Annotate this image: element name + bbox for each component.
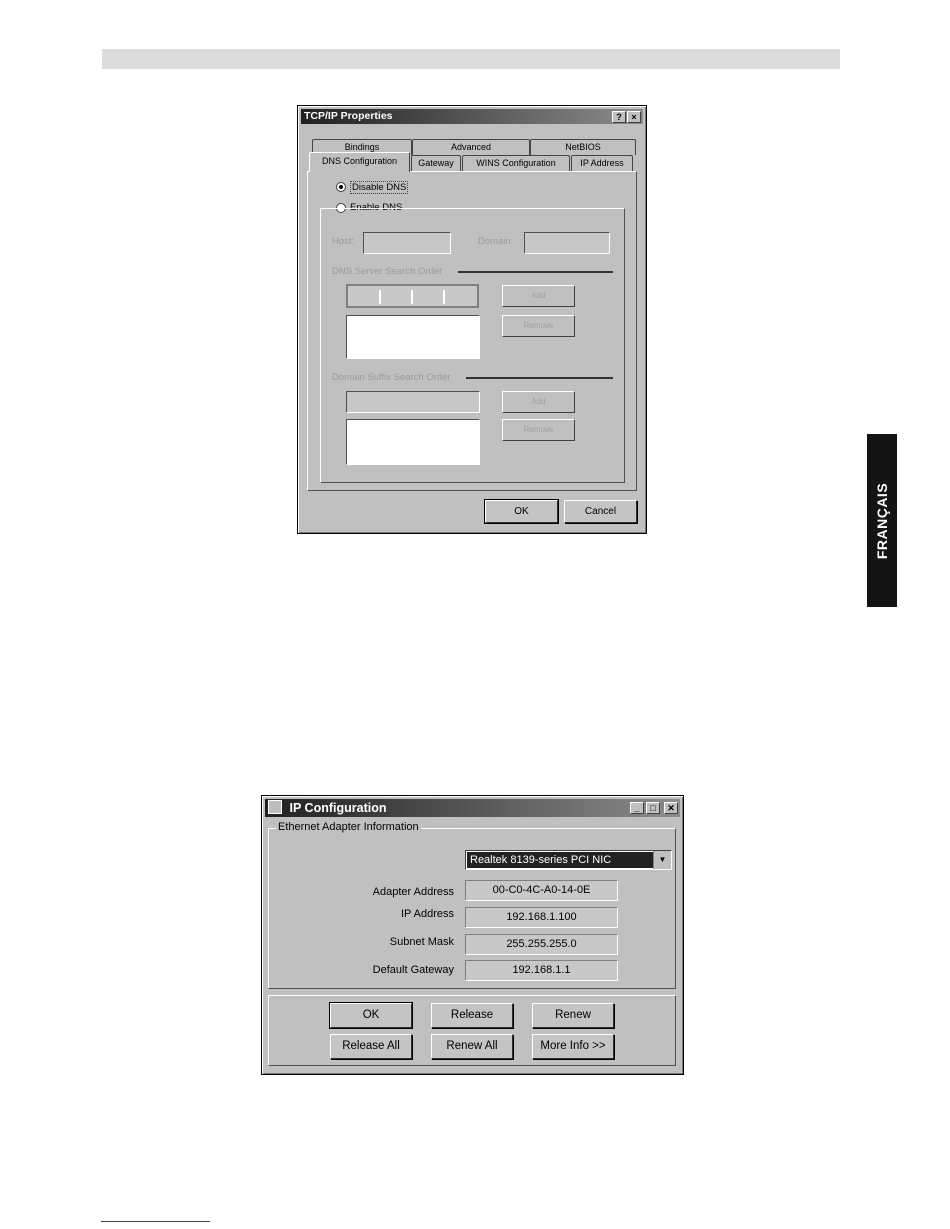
close-icon: ✕ <box>667 803 675 813</box>
default-gateway-value: 192.168.1.1 <box>465 960 618 981</box>
tab-label: Gateway <box>418 158 454 168</box>
minimize-icon: _ <box>634 803 640 813</box>
host-label: Host: <box>332 236 355 247</box>
dns-remove-button[interactable] <box>502 315 575 337</box>
suffix-search-divider <box>466 377 613 379</box>
adapter-select[interactable] <box>465 850 672 870</box>
tab-ip-address[interactable] <box>571 155 633 171</box>
release-label: Release <box>450 1009 494 1021</box>
renew-all-button[interactable] <box>431 1034 513 1059</box>
help-icon: ? <box>616 112 622 122</box>
renew-all-label: Renew All <box>446 1040 498 1052</box>
dns-server-list[interactable] <box>346 315 480 359</box>
footer-rule <box>101 1221 210 1222</box>
domain-label: Domain: <box>478 236 514 247</box>
tab-label: IP Address <box>580 158 624 168</box>
ipconfig-title-bar <box>265 799 680 817</box>
suffix-list[interactable] <box>346 419 480 465</box>
ip-configuration-window <box>261 795 684 1075</box>
more-info-label: More Info >> <box>540 1040 606 1052</box>
header-bar <box>102 49 840 69</box>
close-icon: × <box>631 112 637 122</box>
dns-add-label: Add <box>531 291 546 300</box>
ok-label: OK <box>514 506 529 517</box>
tab-label: NetBIOS <box>565 142 601 152</box>
suffix-remove-button[interactable] <box>502 419 575 441</box>
minimize-button[interactable] <box>630 802 644 814</box>
close-button[interactable] <box>627 111 641 123</box>
tcpip-properties-window <box>297 105 647 534</box>
ip-dot <box>379 290 381 304</box>
suffix-add-button[interactable] <box>502 391 575 413</box>
renew-button[interactable] <box>532 1003 614 1028</box>
subnet-mask-value: 255.255.255.0 <box>465 934 618 955</box>
ipconfig-ok-button[interactable] <box>330 1003 412 1028</box>
tab-label: WINS Configuration <box>476 158 556 168</box>
tab-netbios[interactable] <box>530 139 636 155</box>
dns-remove-label: Remove <box>523 321 554 330</box>
maximize-button[interactable] <box>646 802 660 814</box>
default-gateway-label: Default Gateway <box>372 964 454 976</box>
more-info-button[interactable] <box>532 1034 614 1059</box>
release-all-button[interactable] <box>330 1034 412 1059</box>
cancel-label: Cancel <box>584 506 617 517</box>
maximize-icon: □ <box>650 803 656 813</box>
network-icon <box>268 800 282 814</box>
domain-input[interactable] <box>524 232 610 254</box>
tab-label: Advanced <box>450 142 492 152</box>
release-button[interactable] <box>431 1003 513 1028</box>
dns-search-divider <box>458 271 613 273</box>
dns-server-ip-input[interactable] <box>346 284 479 308</box>
suffix-input[interactable] <box>346 391 480 413</box>
adapter-info-group-label: Ethernet Adapter Information <box>278 821 419 833</box>
ip-address-value: 192.168.1.100 <box>465 907 618 928</box>
tcpip-title-bar <box>301 109 643 124</box>
enable-dns-label: Enable DNS <box>350 202 403 213</box>
subnet-mask-label: Subnet Mask <box>389 936 454 948</box>
dns-add-button[interactable] <box>502 285 575 307</box>
renew-label: Renew <box>555 1009 591 1021</box>
dropdown-arrow-icon[interactable]: ▼ <box>653 851 671 869</box>
cancel-button[interactable] <box>564 500 637 523</box>
ip-dot <box>443 290 445 304</box>
adapter-selected-value: Realtek 8139-series PCI NIC <box>467 852 653 868</box>
adapter-address-label: Adapter Address <box>372 886 454 898</box>
tab-dns-configuration[interactable] <box>309 152 410 172</box>
suffix-remove-label: Remove <box>523 425 554 434</box>
dns-search-order-label: DNS Server Search Order <box>332 266 443 277</box>
host-input[interactable] <box>363 232 451 254</box>
tab-label: Bindings <box>344 142 380 152</box>
disable-dns-label: Disable DNS <box>352 182 407 193</box>
disable-dns-radio[interactable] <box>336 182 346 192</box>
language-label: FRANÇAIS <box>874 482 890 559</box>
adapter-address-value: 00-C0-4C-A0-14-0E <box>465 880 618 901</box>
ip-address-label: IP Address <box>401 908 454 920</box>
suffix-add-label: Add <box>531 397 546 406</box>
tab-gateway[interactable] <box>411 155 461 171</box>
ip-dot <box>411 290 413 304</box>
tab-advanced[interactable] <box>412 139 530 155</box>
ipconfig-close-button[interactable] <box>664 802 678 814</box>
ok-button[interactable] <box>485 500 558 523</box>
tab-wins-configuration[interactable] <box>462 155 570 171</box>
language-side-tab <box>867 434 897 607</box>
release-all-label: Release All <box>342 1040 400 1052</box>
ipconfig-ok-label: OK <box>362 1009 380 1021</box>
tcpip-window-title: TCP/IP Properties <box>304 110 393 122</box>
help-button[interactable] <box>612 111 626 123</box>
ipconfig-window-title: IP Configuration <box>289 801 387 815</box>
suffix-search-order-label: Domain Suffix Search Order <box>332 372 451 383</box>
tab-label: DNS Configuration <box>321 156 398 166</box>
